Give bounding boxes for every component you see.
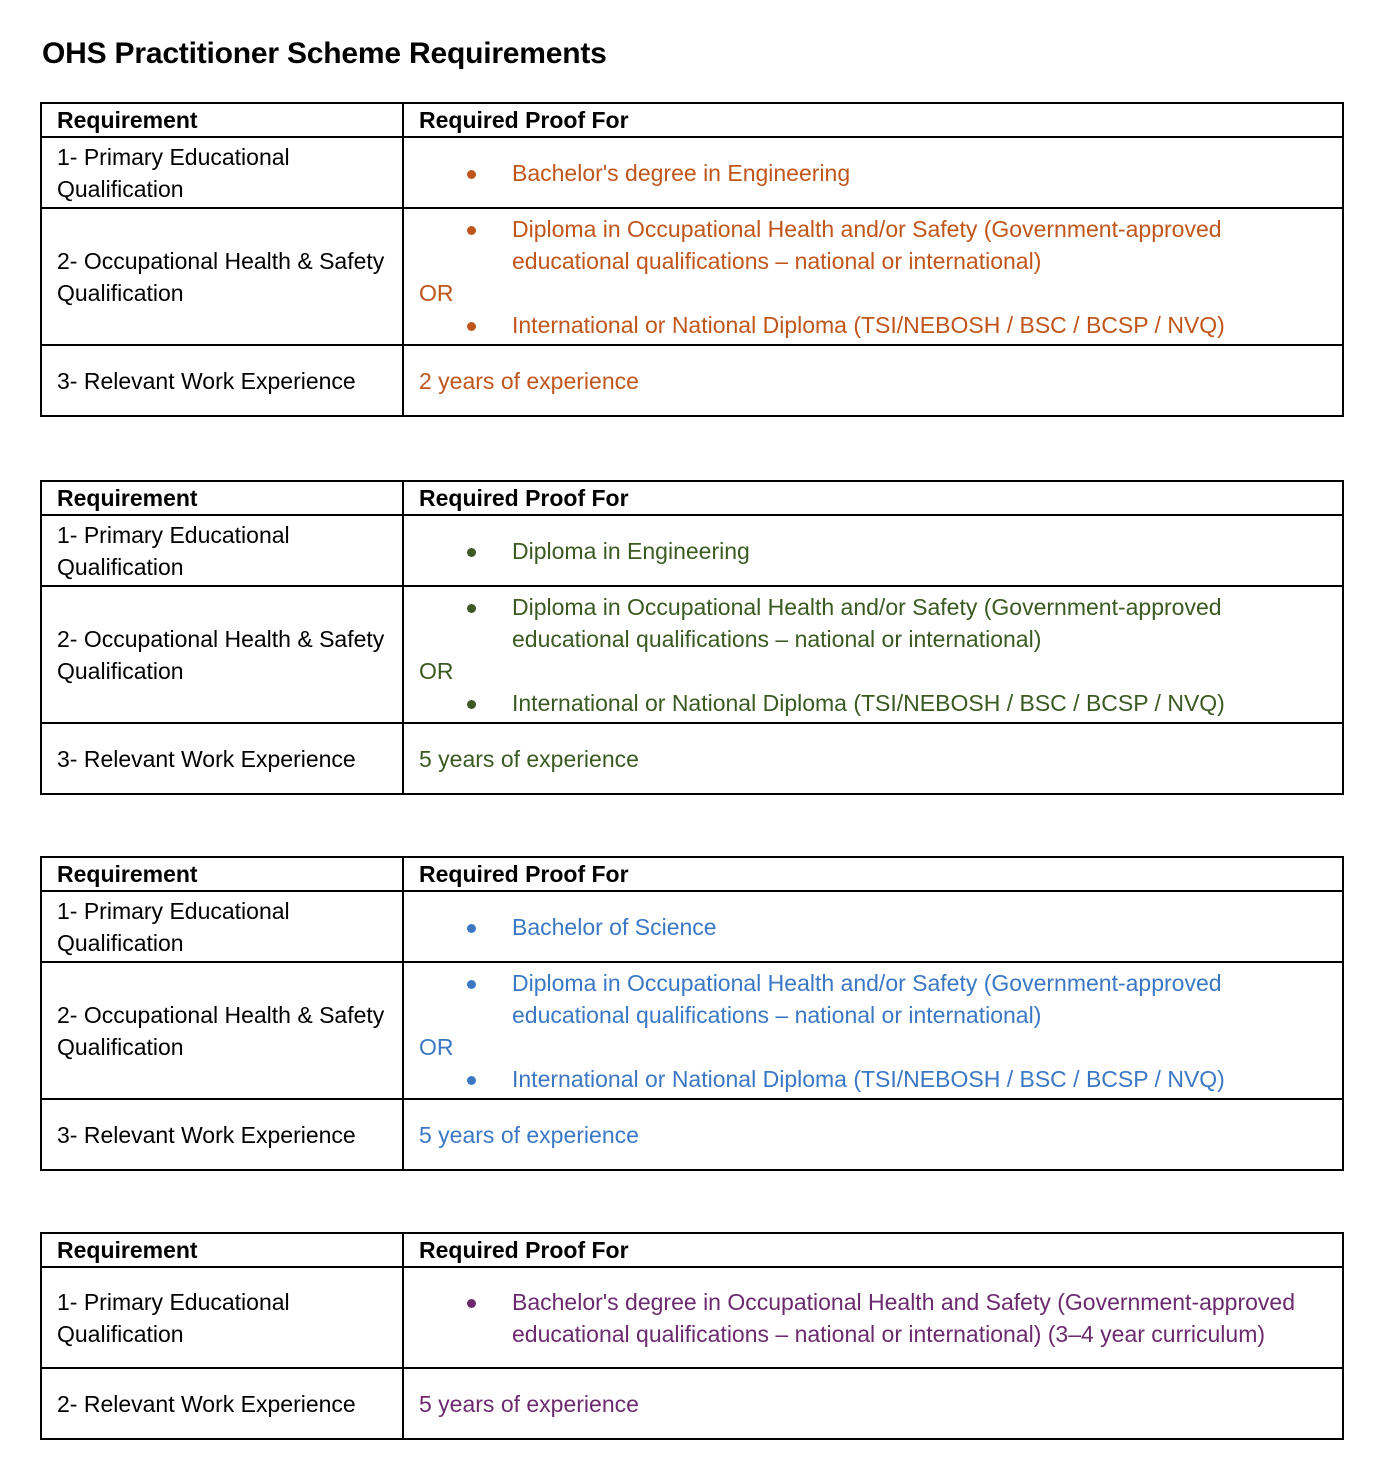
table-header-row xyxy=(41,481,1343,515)
bullet-icon xyxy=(467,1299,476,1308)
requirement-label: 3- Relevant Work Experience xyxy=(41,345,403,416)
requirement-label: 1- Primary Educational Qualification xyxy=(41,1267,403,1368)
proof-text: International or National Diploma (TSI/NEBOSH / BSC / BCSP / NVQ) xyxy=(512,311,1225,338)
table-row xyxy=(41,208,1343,345)
requirement-label: 2- Occupational Health & Safety Qualification xyxy=(41,208,403,345)
list-item xyxy=(419,1063,1328,1095)
proof-list xyxy=(419,213,1328,277)
header-requirement: Requirement xyxy=(41,103,403,137)
proof-cell xyxy=(403,208,1343,345)
proof-text: International or National Diploma (TSI/NEBOSH / BSC / BCSP / NVQ) xyxy=(512,689,1225,716)
proof-cell xyxy=(403,137,1343,208)
header-requirement: Requirement xyxy=(41,1233,403,1267)
header-required-proof: Required Proof For xyxy=(403,1233,1343,1267)
table-row xyxy=(41,723,1343,794)
proof-text: Diploma in Occupational Health and/or Safety (Government-approved educational qualifications – national or international) xyxy=(512,215,1222,274)
bullet-icon xyxy=(467,226,476,235)
list-item xyxy=(419,309,1328,341)
proof-list xyxy=(419,1286,1328,1350)
table-row xyxy=(41,962,1343,1099)
proof-cell: 2 years of experience xyxy=(403,345,1343,416)
proof-cell: 5 years of experience xyxy=(403,723,1343,794)
header-required-proof: Required Proof For xyxy=(403,481,1343,515)
table-header-row xyxy=(41,857,1343,891)
table-header-row xyxy=(41,1233,1343,1267)
header-requirement: Requirement xyxy=(41,857,403,891)
proof-cell xyxy=(403,515,1343,586)
proof-list xyxy=(419,535,1328,567)
header-required-proof: Required Proof For xyxy=(403,857,1343,891)
bullet-icon xyxy=(467,170,476,179)
or-separator: OR xyxy=(419,1033,454,1060)
requirement-label: 2- Occupational Health & Safety Qualification xyxy=(41,962,403,1099)
or-separator: OR xyxy=(419,279,454,306)
bullet-icon xyxy=(467,924,476,933)
list-item xyxy=(419,1286,1328,1350)
list-item xyxy=(419,967,1328,1031)
proof-list xyxy=(419,1063,1328,1095)
proof-list xyxy=(419,687,1328,719)
proof-text: International or National Diploma (TSI/NEBOSH / BSC / BCSP / NVQ) xyxy=(512,1065,1225,1092)
requirements-table-1 xyxy=(40,102,1344,417)
bullet-icon xyxy=(467,1076,476,1085)
list-item xyxy=(419,687,1328,719)
proof-list xyxy=(419,309,1328,341)
proof-text: Bachelor's degree in Occupational Health and Safety (Government-approved educational qualifications – national or international) (3–4 year curriculum) xyxy=(512,1288,1296,1347)
proof-list xyxy=(419,911,1328,943)
proof-cell xyxy=(403,891,1343,962)
list-item xyxy=(419,157,1328,189)
page-title: OHS Practitioner Scheme Requirements xyxy=(42,37,607,70)
table-row xyxy=(41,1099,1343,1170)
proof-cell xyxy=(403,586,1343,723)
table-row xyxy=(41,137,1343,208)
proof-list xyxy=(419,967,1328,1031)
requirements-table-2 xyxy=(40,480,1344,795)
proof-text: Bachelor of Science xyxy=(512,913,717,940)
proof-list xyxy=(419,591,1328,655)
proof-text: Diploma in Engineering xyxy=(512,537,750,564)
requirement-label: 1- Primary Educational Qualification xyxy=(41,515,403,586)
table-row xyxy=(41,586,1343,723)
requirement-label: 3- Relevant Work Experience xyxy=(41,1099,403,1170)
requirement-label: 2- Relevant Work Experience xyxy=(41,1368,403,1439)
proof-text: Diploma in Occupational Health and/or Safety (Government-approved educational qualifications – national or international) xyxy=(512,969,1222,1028)
bullet-icon xyxy=(467,700,476,709)
table-row xyxy=(41,1267,1343,1368)
proof-cell xyxy=(403,1267,1343,1368)
bullet-icon xyxy=(467,980,476,989)
list-item xyxy=(419,535,1328,567)
proof-cell: 5 years of experience xyxy=(403,1368,1343,1439)
list-item xyxy=(419,911,1328,943)
table-header-row xyxy=(41,103,1343,137)
proof-text: Diploma in Occupational Health and/or Safety (Government-approved educational qualifications – national or international) xyxy=(512,593,1222,652)
list-item xyxy=(419,591,1328,655)
proof-cell: 5 years of experience xyxy=(403,1099,1343,1170)
proof-text: Bachelor's degree in Engineering xyxy=(512,159,851,186)
bullet-icon xyxy=(467,322,476,331)
table-row xyxy=(41,1368,1343,1439)
list-item xyxy=(419,213,1328,277)
header-required-proof: Required Proof For xyxy=(403,103,1343,137)
requirements-table-3 xyxy=(40,856,1344,1171)
requirement-label: 1- Primary Educational Qualification xyxy=(41,137,403,208)
table-row xyxy=(41,345,1343,416)
bullet-icon xyxy=(467,548,476,557)
proof-cell xyxy=(403,962,1343,1099)
table-row xyxy=(41,891,1343,962)
header-requirement: Requirement xyxy=(41,481,403,515)
requirements-table-4 xyxy=(40,1232,1344,1440)
bullet-icon xyxy=(467,604,476,613)
proof-list xyxy=(419,157,1328,189)
requirement-label: 1- Primary Educational Qualification xyxy=(41,891,403,962)
requirement-label: 3- Relevant Work Experience xyxy=(41,723,403,794)
table-row xyxy=(41,515,1343,586)
requirement-label: 2- Occupational Health & Safety Qualification xyxy=(41,586,403,723)
or-separator: OR xyxy=(419,657,454,684)
